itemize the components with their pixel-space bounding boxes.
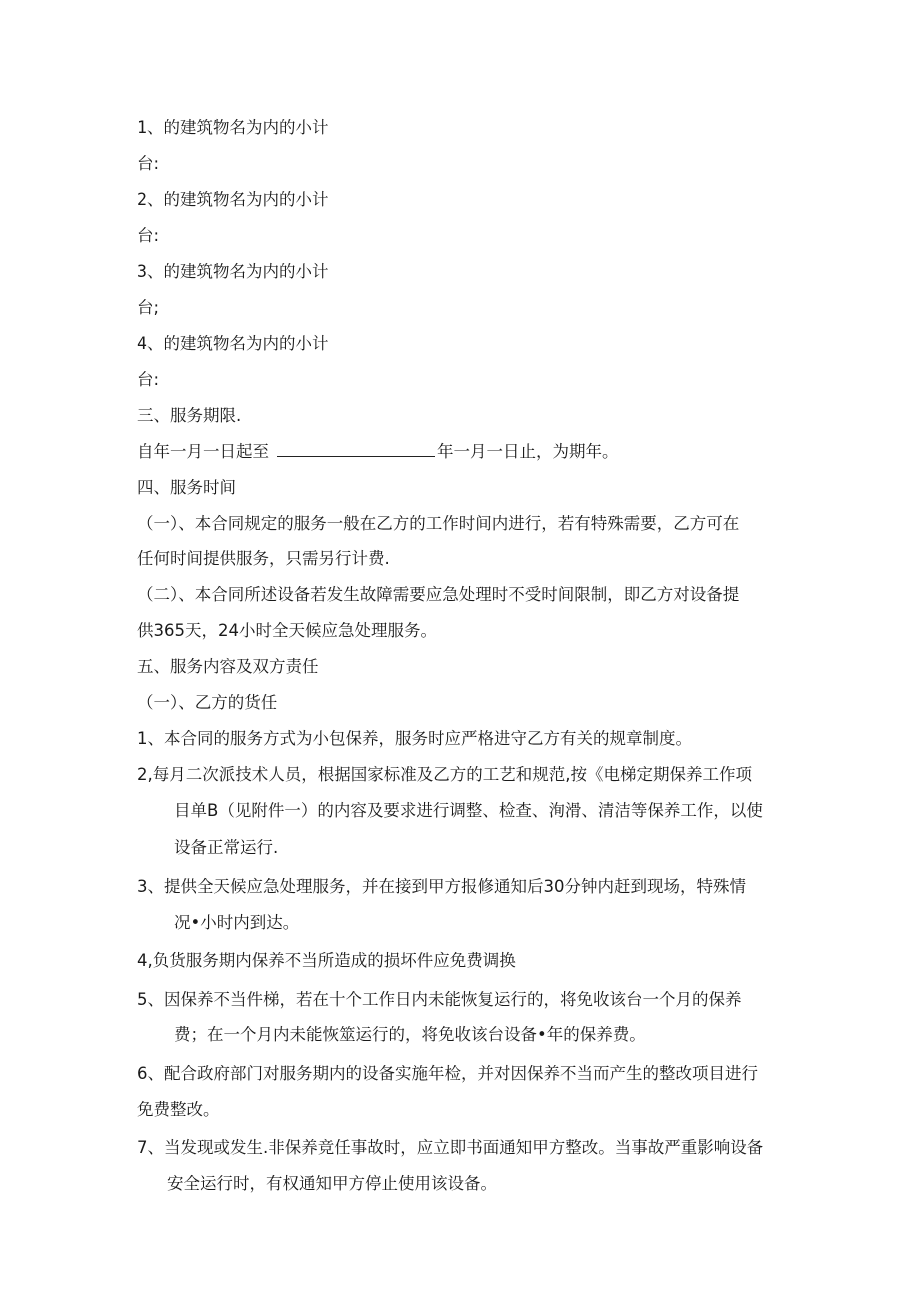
section5-heading: 五、服务内容及双方责任: [137, 657, 319, 676]
item-text: 、的建筑物名为内的小计: [146, 190, 329, 209]
period-start-text: 自年一月一日起至: [137, 442, 269, 461]
s5-item-2-line1: 2,每月二次派技术人员，根据国家标准及乙方的工艺和规范,按《电梯定期保养工作项: [137, 765, 752, 784]
period-blank-field: [277, 455, 435, 457]
item-2-unit: 台:: [137, 226, 160, 245]
s5-sub-heading: （一）、乙方的货任: [137, 693, 278, 712]
item-number: 4: [137, 334, 147, 353]
item-1-unit: 台:: [137, 154, 160, 173]
s5-item-2-line3: 设备正常运行.: [174, 838, 279, 857]
s5-item-6-line1: 6、配合政府部门对服务期内的设备实施年检，并对因保养不当而产生的整改项目进行: [137, 1064, 758, 1083]
s5-item-2-line2: 目单B（见附件一）的内容及要求进行调整、检查、洵滑、清洁等保养工作，以使: [174, 801, 763, 820]
item-4-line: [137, 332, 328, 356]
s5-item-7-line2: 安全运行时，有权通知甲方停止使用该设备。: [167, 1174, 497, 1193]
item-3-unit: 台;: [137, 298, 160, 317]
s5-item-4: 4,负货服务期内保养不当所造成的损坏件应免费调换: [137, 951, 516, 970]
s4-p1-line1: （一）、本合同规定的服务一般在乙方的工作时间内进行，若有特殊需要，乙方可在: [137, 514, 740, 533]
s5-item-3-line2: 况•小时内到达。: [174, 913, 300, 932]
item-text: 、的建筑物名为内的小计: [146, 118, 329, 137]
item-4-unit: 台:: [137, 370, 160, 389]
s4-p1-line2: 任何时间提供服务，只需另行计费.: [137, 549, 390, 568]
item-3-line: [137, 260, 328, 284]
s5-item-3-line1: 3、提供全天候应急处理服务，并在接到甲方报修通知后30分钟内赶到现场，特殊情: [137, 877, 746, 896]
item-text: 、的建筑物名为内的小计: [146, 262, 329, 281]
service-period-line: [137, 440, 619, 464]
section4-heading: 四、服务时间: [137, 478, 236, 497]
s5-item-1: 1、本合同的服务方式为小包保养，服务时应严格进守乙方有关的规章制度。: [137, 729, 692, 748]
s5-item-5-line2: 费；在一个月内未能恢筮运行的，将免收该台设备•年的保养费。: [174, 1025, 646, 1044]
item-text: 、的建筑物名为内的小计: [146, 334, 329, 353]
section3-heading: 三、服务期限.: [137, 406, 242, 425]
s5-item-5-line1: 5、因保养不当件梯，若在十个工作日内未能恢复运行的，将免收该台一个月的保养: [137, 990, 742, 1009]
period-end-text: 年一月一日止，为期年。: [437, 442, 619, 461]
s5-item-7-line1: 7、当发现或发生.非保养竞任事故时，应立即书面通知甲方整改。当事故严重影响设备: [137, 1138, 764, 1157]
item-number: 1: [137, 118, 147, 137]
item-2-line: [137, 188, 328, 212]
s4-p2-line1: （二）、本合同所述设备若发生故障需要应急处理时不受时间限制，即乙方对设备提: [137, 585, 740, 604]
s4-p2-line2: 供365天，24小时全天候应急处理服务。: [137, 621, 437, 640]
s5-item-6-line2: 免费整改。: [137, 1100, 220, 1119]
item-number: 3: [137, 262, 147, 281]
item-number: 2: [137, 190, 147, 209]
item-1-line: [137, 116, 328, 140]
